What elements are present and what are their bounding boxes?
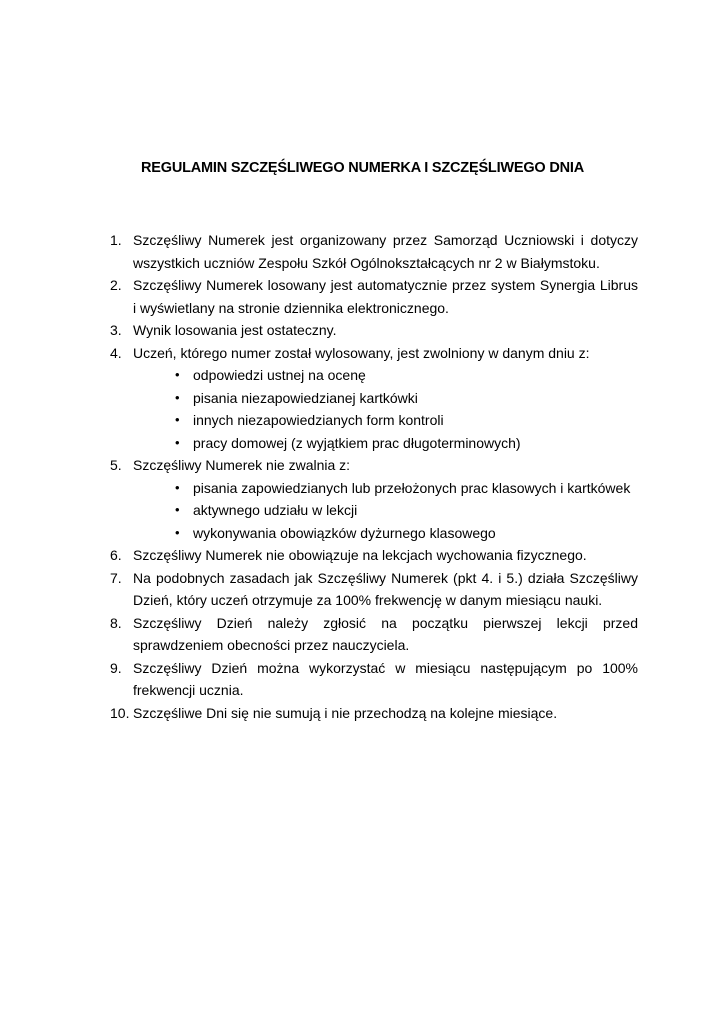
list-item-text: pisania niezapowiedzianej kartkówki <box>193 389 418 406</box>
rule-number: 7. <box>110 569 122 586</box>
list-item-text: pisania zapowiedzianych lub przełożonych prac klasowych i kartkówek <box>193 479 631 496</box>
rule-text: Szczęśliwy Numerek nie zwalnia z: <box>133 457 351 473</box>
list-item-text: odpowiedzi ustnej na ocenę <box>193 367 366 383</box>
rule-9 <box>110 657 638 702</box>
list-item-text: pracy domowej (z wyjątkiem prac długoterminowych) <box>193 434 521 451</box>
rule-text: Na podobnych zasadach jak Szczęśliwy Numerek (pkt 4. i 5.) działa Szczęśliwy Dzień, który uczeń otrzymuje za 100% frekwencję w danym miesiącu nauki. <box>133 569 638 608</box>
bullet-icon: • <box>175 502 180 517</box>
rule-10 <box>110 702 638 725</box>
list-item <box>133 387 638 410</box>
rule-5 <box>110 454 638 544</box>
bullet-icon: • <box>175 479 180 495</box>
bullet-icon: • <box>175 412 180 427</box>
rule-number: 10. <box>110 704 130 721</box>
rule-text: Szczęśliwy Numerek jest organizowany przez Samorząd Uczniowski i dotyczy wszystkich uczniów Zespołu Szkół Ogólnokształcących nr 2 w Białymstoku. <box>133 232 638 271</box>
list-item <box>133 432 638 455</box>
list-item-text: aktywnego udziału w lekcji <box>193 502 358 518</box>
rule-text: Wynik losowania jest ostateczny. <box>133 322 337 338</box>
bullet-icon: • <box>175 434 180 450</box>
rule-3 <box>110 319 638 342</box>
rule-number: 3. <box>110 322 122 338</box>
list-item-text: wykonywania obowiązków dyżurnego klasowego <box>193 524 496 541</box>
rules-list <box>110 229 638 724</box>
list-item <box>133 409 638 432</box>
rule-1 <box>110 229 638 274</box>
list-item <box>133 499 638 522</box>
rule-text: Szczęśliwy Numerek nie obowiązuje na lekcjach wychowania fizycznego. <box>133 547 587 563</box>
rule-number: 1. <box>110 232 122 248</box>
rule-4 <box>110 342 638 455</box>
bullet-icon: • <box>175 524 180 540</box>
rule-number: 2. <box>110 277 122 293</box>
bullet-icon: • <box>175 389 180 405</box>
rule-text: Szczęśliwy Numerek losowany jest automatycznie przez system Synergia Librus i wyświetlany na stronie dziennika elektronicznego. <box>133 277 638 316</box>
rule-8 <box>110 612 638 657</box>
rule-text: Szczęśliwy Dzień można wykorzystać w miesiącu następującym po 100% frekwencji ucznia. <box>133 659 638 698</box>
rule-number: 8. <box>110 614 122 631</box>
rule-number: 4. <box>110 344 122 361</box>
rule-6 <box>110 544 638 567</box>
rule-number: 5. <box>110 457 122 473</box>
rule-2 <box>110 274 638 319</box>
list-item-text: innych niezapowiedzianych form kontroli <box>193 412 444 428</box>
list-item <box>133 522 638 545</box>
rule-number: 6. <box>110 547 122 563</box>
document-title: REGULAMIN SZCZĘŚLIWEGO NUMERKA I SZCZĘŚLIWEGO DNIA <box>141 160 584 176</box>
list-item <box>133 364 638 387</box>
rule-7 <box>110 567 638 612</box>
rule-text: Szczęśliwe Dni się nie sumują i nie przechodzą na kolejne miesiące. <box>133 704 558 721</box>
list-item <box>133 477 638 500</box>
exemption-list <box>133 364 638 454</box>
rule-number: 9. <box>110 659 122 676</box>
rule-text: Uczeń, którego numer został wylosowany, jest zwolniony w danym dniu z: <box>133 344 590 361</box>
rule-text: Szczęśliwy Dzień należy zgłosić na początku pierwszej lekcji przed sprawdzeniem obecności przez nauczyciela. <box>133 614 638 653</box>
non-exemption-list <box>133 477 638 545</box>
bullet-icon: • <box>175 367 180 382</box>
